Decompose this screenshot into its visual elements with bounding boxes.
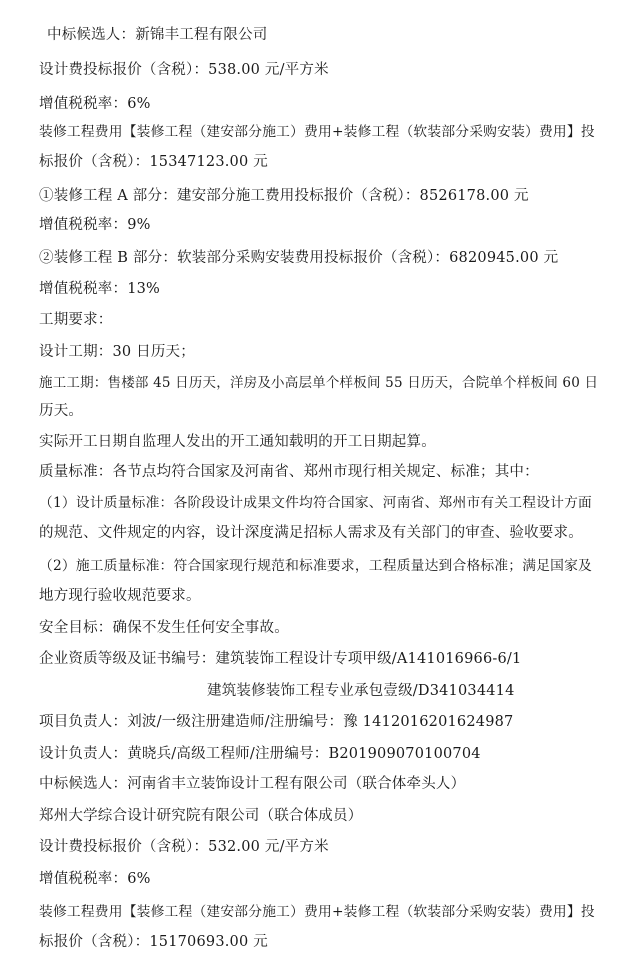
project-manager: 项目负责人：刘波/一级注册建造师/注册编号：豫 1412016201624987 [39,714,514,730]
design-quality-a: （1）设计质量标准：各阶段设计成果文件均符合国家、河南省、郑州市有关工程设计方面 [39,495,593,511]
safety-target: 安全目标：确保不发生任何安全事故。 [39,620,289,636]
quality-standard: 质量标准：各节点均符合国家及河南省、郑州市现行相关规定、标准；其中： [39,464,539,480]
decoration-fee-line-1b: 标报价（含税）：15347123.00 元 [39,154,268,170]
design-fee-bid-2: 设计费投标报价（含税）：532.00 元/平方米 [39,839,329,855]
design-fee-bid-1: 设计费投标报价（含税）：538.00 元/平方米 [39,62,329,78]
schedule-heading: 工期要求： [39,312,113,328]
qualification-b: 建筑装修装饰工程专业承包壹级/D341034414 [207,683,515,699]
winning-candidate-2: 中标候选人：河南省丰立装饰设计工程有限公司（联合体牵头人） [39,776,466,792]
winning-candidate-1: 中标候选人：新锦丰工程有限公司 [47,27,268,43]
design-manager: 设计负责人：黄晓兵/高级工程师/注册编号：B201909070100704 [39,746,481,762]
vat-rate-part-b: 增值税税率：13% [39,281,161,297]
vat-rate-2: 增值税税率：6% [39,871,151,887]
construction-quality-b: 地方现行验收规范要求。 [39,588,201,604]
decoration-fee-line-1a: 装修工程费用【装修工程（建安部分施工）费用+装修工程（软装部分采购安装）费用】投 [39,124,595,140]
consortium-member: 郑州大学综合设计研究院有限公司（联合体成员） [39,808,363,824]
part-b-bid-1: ②装修工程 B 部分：软装部分采购安装费用投标报价（含税）：6820945.00 元 [39,250,559,266]
design-duration: 设计工期：30 日历天； [39,344,195,360]
part-a-bid-1: ①装修工程 A 部分：建安部分施工费用投标报价（含税）：8526178.00 元 [39,188,529,204]
design-quality-b: 的规范、文件规定的内容，设计深度满足招标人需求及有关部门的审查、验收要求。 [39,525,583,541]
qualification-a: 企业资质等级及证书编号：建筑装饰工程设计专项甲级/A141016966-6/1 [39,651,522,667]
construction-duration-a: 施工工期：售楼部 45 日历天，洋房及小高层单个样板间 55 日历天，合院单个样板间 60 日 [39,375,599,391]
vat-rate-part-a: 增值税税率：9% [39,217,151,233]
construction-quality-a: （2）施工质量标准：符合国家现行规范和标准要求，工程质量达到合格标准；满足国家及 [39,558,593,574]
vat-rate-1: 增值税税率：6% [39,96,151,112]
decoration-fee-line-2b: 标报价（含税）：15170693.00 元 [39,934,268,950]
construction-duration-b: 历天。 [39,403,84,419]
start-date-rule: 实际开工日期自监理人发出的开工通知载明的开工日期起算。 [39,434,436,450]
decoration-fee-line-2a: 装修工程费用【装修工程（建安部分施工）费用+装修工程（软装部分采购安装）费用】投 [39,904,595,920]
